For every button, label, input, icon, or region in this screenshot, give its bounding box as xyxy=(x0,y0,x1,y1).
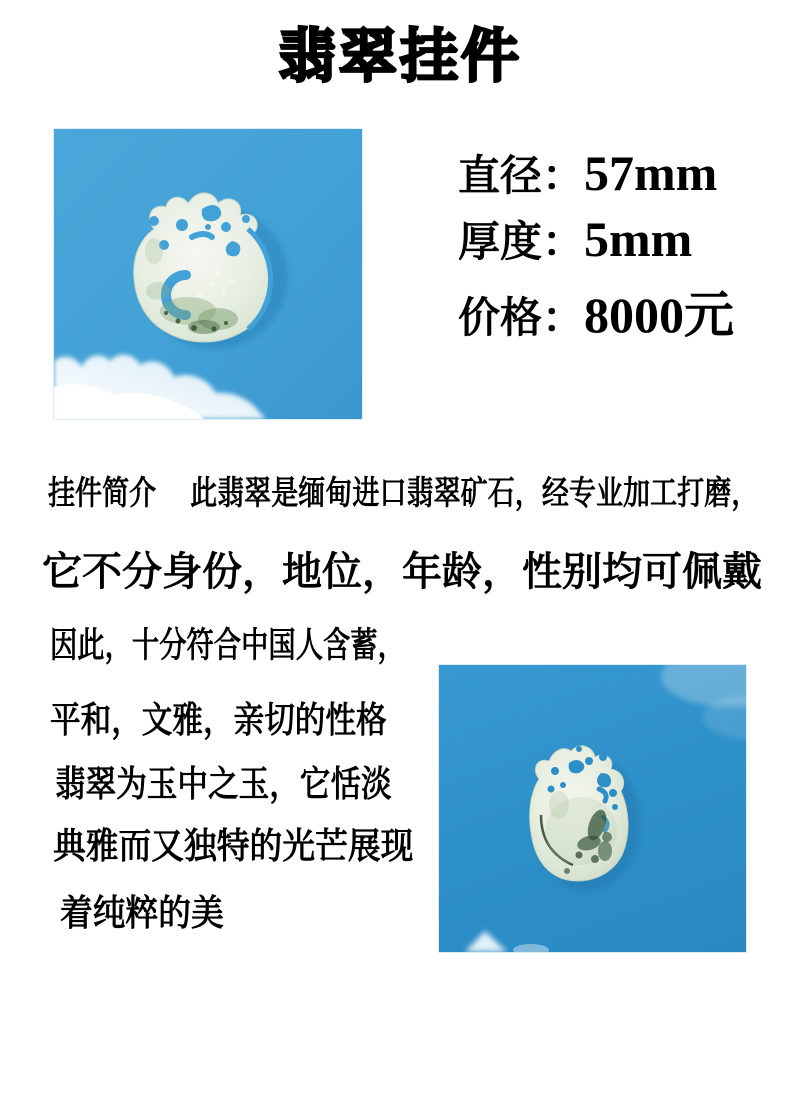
intro-line-3: 因此，十分符合中国人含蓄， xyxy=(50,626,405,665)
cloud-wisp xyxy=(513,944,549,952)
spec-value-diameter: 57mm xyxy=(584,145,718,201)
spec-value-thickness: 5mm xyxy=(584,211,693,267)
spec-row-thickness xyxy=(458,212,692,267)
spec-value-price: 8000元 xyxy=(584,287,735,343)
intro-line-5: 翡翠为玉中之玉，它恬淡 xyxy=(55,764,392,804)
jade-pendant-front-illustration xyxy=(54,129,362,419)
spec-label-diameter: 直径： xyxy=(458,154,585,200)
jade-pendant-photo-bottom xyxy=(438,664,747,953)
jade-pendant-front xyxy=(134,193,288,349)
jade-pendant-back-illustration xyxy=(439,665,746,952)
spec-label-price: 价格： xyxy=(458,296,585,342)
spec-row-diameter xyxy=(458,146,717,201)
cloud xyxy=(54,355,266,419)
intro-line-7: 着纯粹的美 xyxy=(60,893,224,933)
intro-line-6: 典雅而又独特的光芒展现 xyxy=(53,826,414,866)
spec-row-price xyxy=(458,288,734,343)
intro-line-1: 挂件简介 此翡翠是缅甸进口翡翠矿石，经专业加工打磨， xyxy=(48,476,759,512)
jade-pendant-photo-top xyxy=(53,128,363,420)
jade-pendant-back xyxy=(530,746,641,891)
spec-list xyxy=(458,146,788,356)
intro-line-4: 平和，文雅，亲切的性格 xyxy=(50,700,387,740)
cloud-peak xyxy=(465,931,507,952)
page-title: 翡翠挂件 xyxy=(277,22,522,90)
intro-line-2: 它不分身份，地位，年龄，性别均可佩戴 xyxy=(42,549,762,594)
spec-label-thickness: 厚度： xyxy=(458,220,585,266)
